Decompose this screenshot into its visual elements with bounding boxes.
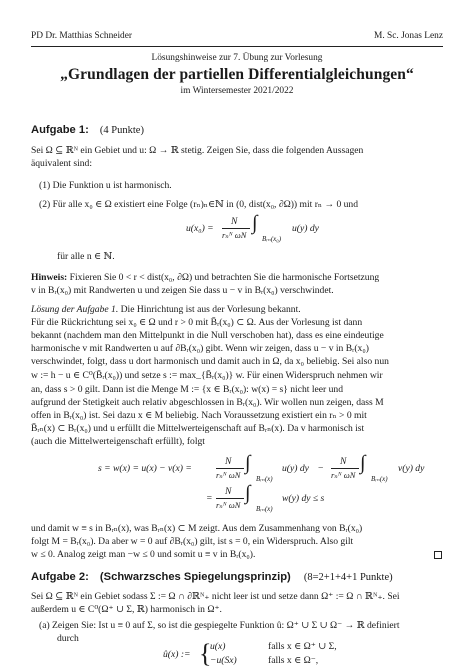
solution1-line-9: B̄ᵣₙ(x) ⊂ Bᵣ(x₀) und u erfüllt die Mittelwerteigenschaft auf Bᵣₙ(x). Da v harmonisch ist	[31, 423, 365, 434]
solution1-line-0	[31, 304, 301, 315]
solution1-eq1-frac-num-a: N	[225, 456, 232, 467]
header-right: M. Sc. Jonas Lenz	[374, 31, 443, 41]
solution1-eq1-integral-b: ∫	[360, 452, 366, 474]
task1-formula-rhs: u(y) dy	[292, 223, 319, 234]
task2-name: (Schwarzsches Spiegelungsprinzip)	[99, 571, 291, 583]
task2-points: (8=2+1+4+1 Punkte)	[303, 572, 393, 583]
subtitle: Lösungshinweise zur 7. Übung zur Vorlesung	[151, 53, 323, 63]
solution1-line-1: Für die Rückrichtung sei x₀ ∈ Ω und r > 0 mit B̄ᵣ(x₀) ⊂ Ω. Aus der Vorlesung ist dann	[31, 317, 363, 328]
task1-formula-fraction-bar	[222, 228, 250, 229]
solution1-after-1: und damit w ≡ s in Bᵣₙ(x), was Bᵣₙ(x) ⊂ M zeigt. Aus dem Zusammenhang von Bᵣ(x₀)	[31, 523, 363, 534]
solution1-line-5: w := h − u ∈ C⁰(B̄ᵣ(x₀)) und setze s := max_{B̄ᵣ(x₀)} w. Für einen Widerspruch nehmen wir	[31, 370, 383, 381]
case1-condition: falls x ∈ Ω⁺ ∪ Σ,	[268, 641, 337, 652]
solution1-eq2-frac-num: N	[225, 486, 232, 497]
solution1-eq1-frac-den-b: rₙᴺ ωN	[331, 470, 356, 480]
qed-square-icon	[434, 551, 442, 559]
solution1-eq1-frac-bar-b	[331, 468, 359, 469]
solution1-eq1-frac-num-b: N	[340, 456, 347, 467]
task1-formula-integral: ∫	[252, 212, 258, 234]
solution1-eq2-rhs: w(y) dy ≤ s	[282, 493, 325, 504]
task1-points: (4 Punkte)	[99, 125, 144, 136]
task1-item-1: (1) Die Funktion u ist harmonisch.	[39, 180, 172, 191]
solution1-eq1-a: u(y) dy	[282, 463, 309, 474]
task1-formula-lhs: u(x₀) =	[186, 223, 214, 234]
solution1-eq1-minus: −	[318, 463, 324, 474]
hint-text-1: Fixieren Sie 0 < r < dist(x₀, ∂Ω) und betrachten Sie die harmonische Fortsetzung	[67, 272, 380, 283]
task1-hint-line-1	[31, 272, 379, 283]
case-lhs: û(x) :=	[163, 649, 191, 660]
task2-part-a-line-2: durch	[57, 633, 79, 644]
solution1-after-2: folgt M = Bᵣ(x₀). Da aber w = 0 auf ∂Bᵣ(x₀) gilt, ist s = 0, ein Widerspruch. Also gilt	[31, 536, 354, 547]
solution1-line-3: harmonische v mit Randwerten u auf ∂Bᵣ(x₀) gibt. Wenn wir zeigen, dass u − v in Bᵣ(x₀)	[31, 343, 369, 354]
task1-formula-num: N	[231, 216, 238, 227]
solution1-eq1-lhs: s = w(x) = u(x) − v(x) =	[98, 463, 192, 474]
task1-item-2: (2) Für alle x₀ ∈ Ω existiert eine Folge (rₙ)ₙ∈ℕ in (0, dist(x₀, ∂Ω)) mit rₙ → 0 und	[39, 199, 359, 210]
task2-intro-line-2: außerdem u ∈ C⁰(Ω⁺ ∪ Σ, ℝ) harmonisch in Ω⁺.	[31, 604, 222, 615]
solution1-eq2-integral: ∫	[245, 482, 251, 504]
task1-formula-tail: für alle n ∈ ℕ.	[57, 251, 115, 262]
solution1-eq2-frac-den: rₙᴺ ωN	[216, 500, 241, 510]
task1-formula-den: rₙᴺ ωN	[222, 230, 247, 240]
solution1-line-4: verschwindet, folgt, dass u dort harmonisch und damit auch in Ω, da x₀ beliebig. Sei also nun	[31, 356, 389, 367]
solution1-after-3: w ≤ 0. Analog zeigt man −w ≤ 0 und somit u ≡ v in Bᵣ(x₀).	[31, 549, 256, 560]
case1-value: u(x)	[210, 641, 226, 652]
solution1-eq1-integral-a: ∫	[245, 452, 251, 474]
hint-label: Hinweis:	[31, 272, 68, 283]
solution1-eq1-domain-a: Bᵣₙ(x)	[256, 475, 273, 483]
solution1-eq1-frac-den-a: rₙᴺ ωN	[216, 470, 241, 480]
task1-intro-line-2: äquivalent sind:	[31, 158, 93, 169]
solution1-line-2: bekannt (nachdem man den Mittelpunkt in die Null verschoben hat), dass es eine eindeutige	[31, 330, 384, 341]
task1-heading-label: Aufgabe 1:	[31, 124, 89, 136]
semester: im Wintersemester 2021/2022	[180, 86, 294, 96]
solution1-line-10: (auch die Mittelwerteigenschaft erfüllt), folgt	[31, 436, 205, 447]
task2-heading	[31, 571, 393, 583]
solution1-label: Lösung der Aufgabe 1.	[31, 304, 119, 315]
header-rule	[31, 46, 443, 47]
solution1-eq2-frac-bar	[216, 498, 244, 499]
case2-value: −u(Sx)	[210, 655, 237, 666]
solution1-eq1-b: v(y) dy	[398, 463, 425, 474]
case-brace: {	[199, 639, 212, 668]
page-title: „Grundlagen der partiellen Differentialgleichungen“	[60, 66, 414, 83]
task1-heading	[31, 124, 144, 136]
task1-formula-domain: Bᵣₙ(x₀)	[262, 235, 282, 243]
solution1-eq1-domain-b: Bᵣₙ(x)	[371, 475, 388, 483]
solution1-eq2-domain: Bᵣₙ(x)	[256, 505, 273, 513]
header-left: PD Dr. Matthias Schneider	[31, 31, 133, 41]
task2-part-a-line-1: (a) Zeigen Sie: Ist u ≡ 0 auf Σ, so ist die gespiegelte Funktion û: Ω⁺ ∪ Σ ∪ Ω⁻ → ℝ definiert	[39, 620, 400, 631]
task1-hint-line-2: v in Bᵣ(x₀) mit Randwerten u und zeigen Sie dass u − v in Bᵣ(x₀) verschwindet.	[31, 285, 334, 296]
task1-intro-line-1: Sei Ω ⊆ ℝᴺ ein Gebiet und u: Ω → ℝ stetig. Zeigen Sie, dass die folgenden Aussagen	[31, 145, 364, 156]
task2-intro-line-1: Sei Ω ⊆ ℝᴺ ein Gebiet sodass Σ := Ω ∩ ∂ℝᴺ₊ nicht leer ist und setze dann Ω⁺ := Ω ∩ ℝᴺ₊. Sei	[31, 591, 400, 602]
solution1-line-7: aufgrund der Stetigkeit auch relativ abgeschlossen in Bᵣ(x₀). Wir wollen nun zeigen, dass M	[31, 397, 384, 408]
solution1-line-6: an, dass s > 0 gilt. Dann ist die Menge M := {x ∈ Bᵣ(x₀): w(x) = s} nicht leer und	[31, 384, 344, 395]
solution1-eq2-lhs: =	[206, 493, 213, 504]
solution1-line-8: offen in Bᵣ(x₀) ist. Sei dazu x ∈ M beliebig. Nach Voraussetzung existiert ein rₙ > 0 mit	[31, 410, 367, 421]
solution1-eq1-frac-bar-a	[216, 468, 244, 469]
case2-condition: falls x ∈ Ω⁻,	[268, 655, 319, 666]
solution1-text-0: Die Hinrichtung ist aus der Vorlesung bekannt.	[118, 304, 301, 315]
task2-heading-label: Aufgabe 2:	[31, 571, 89, 583]
